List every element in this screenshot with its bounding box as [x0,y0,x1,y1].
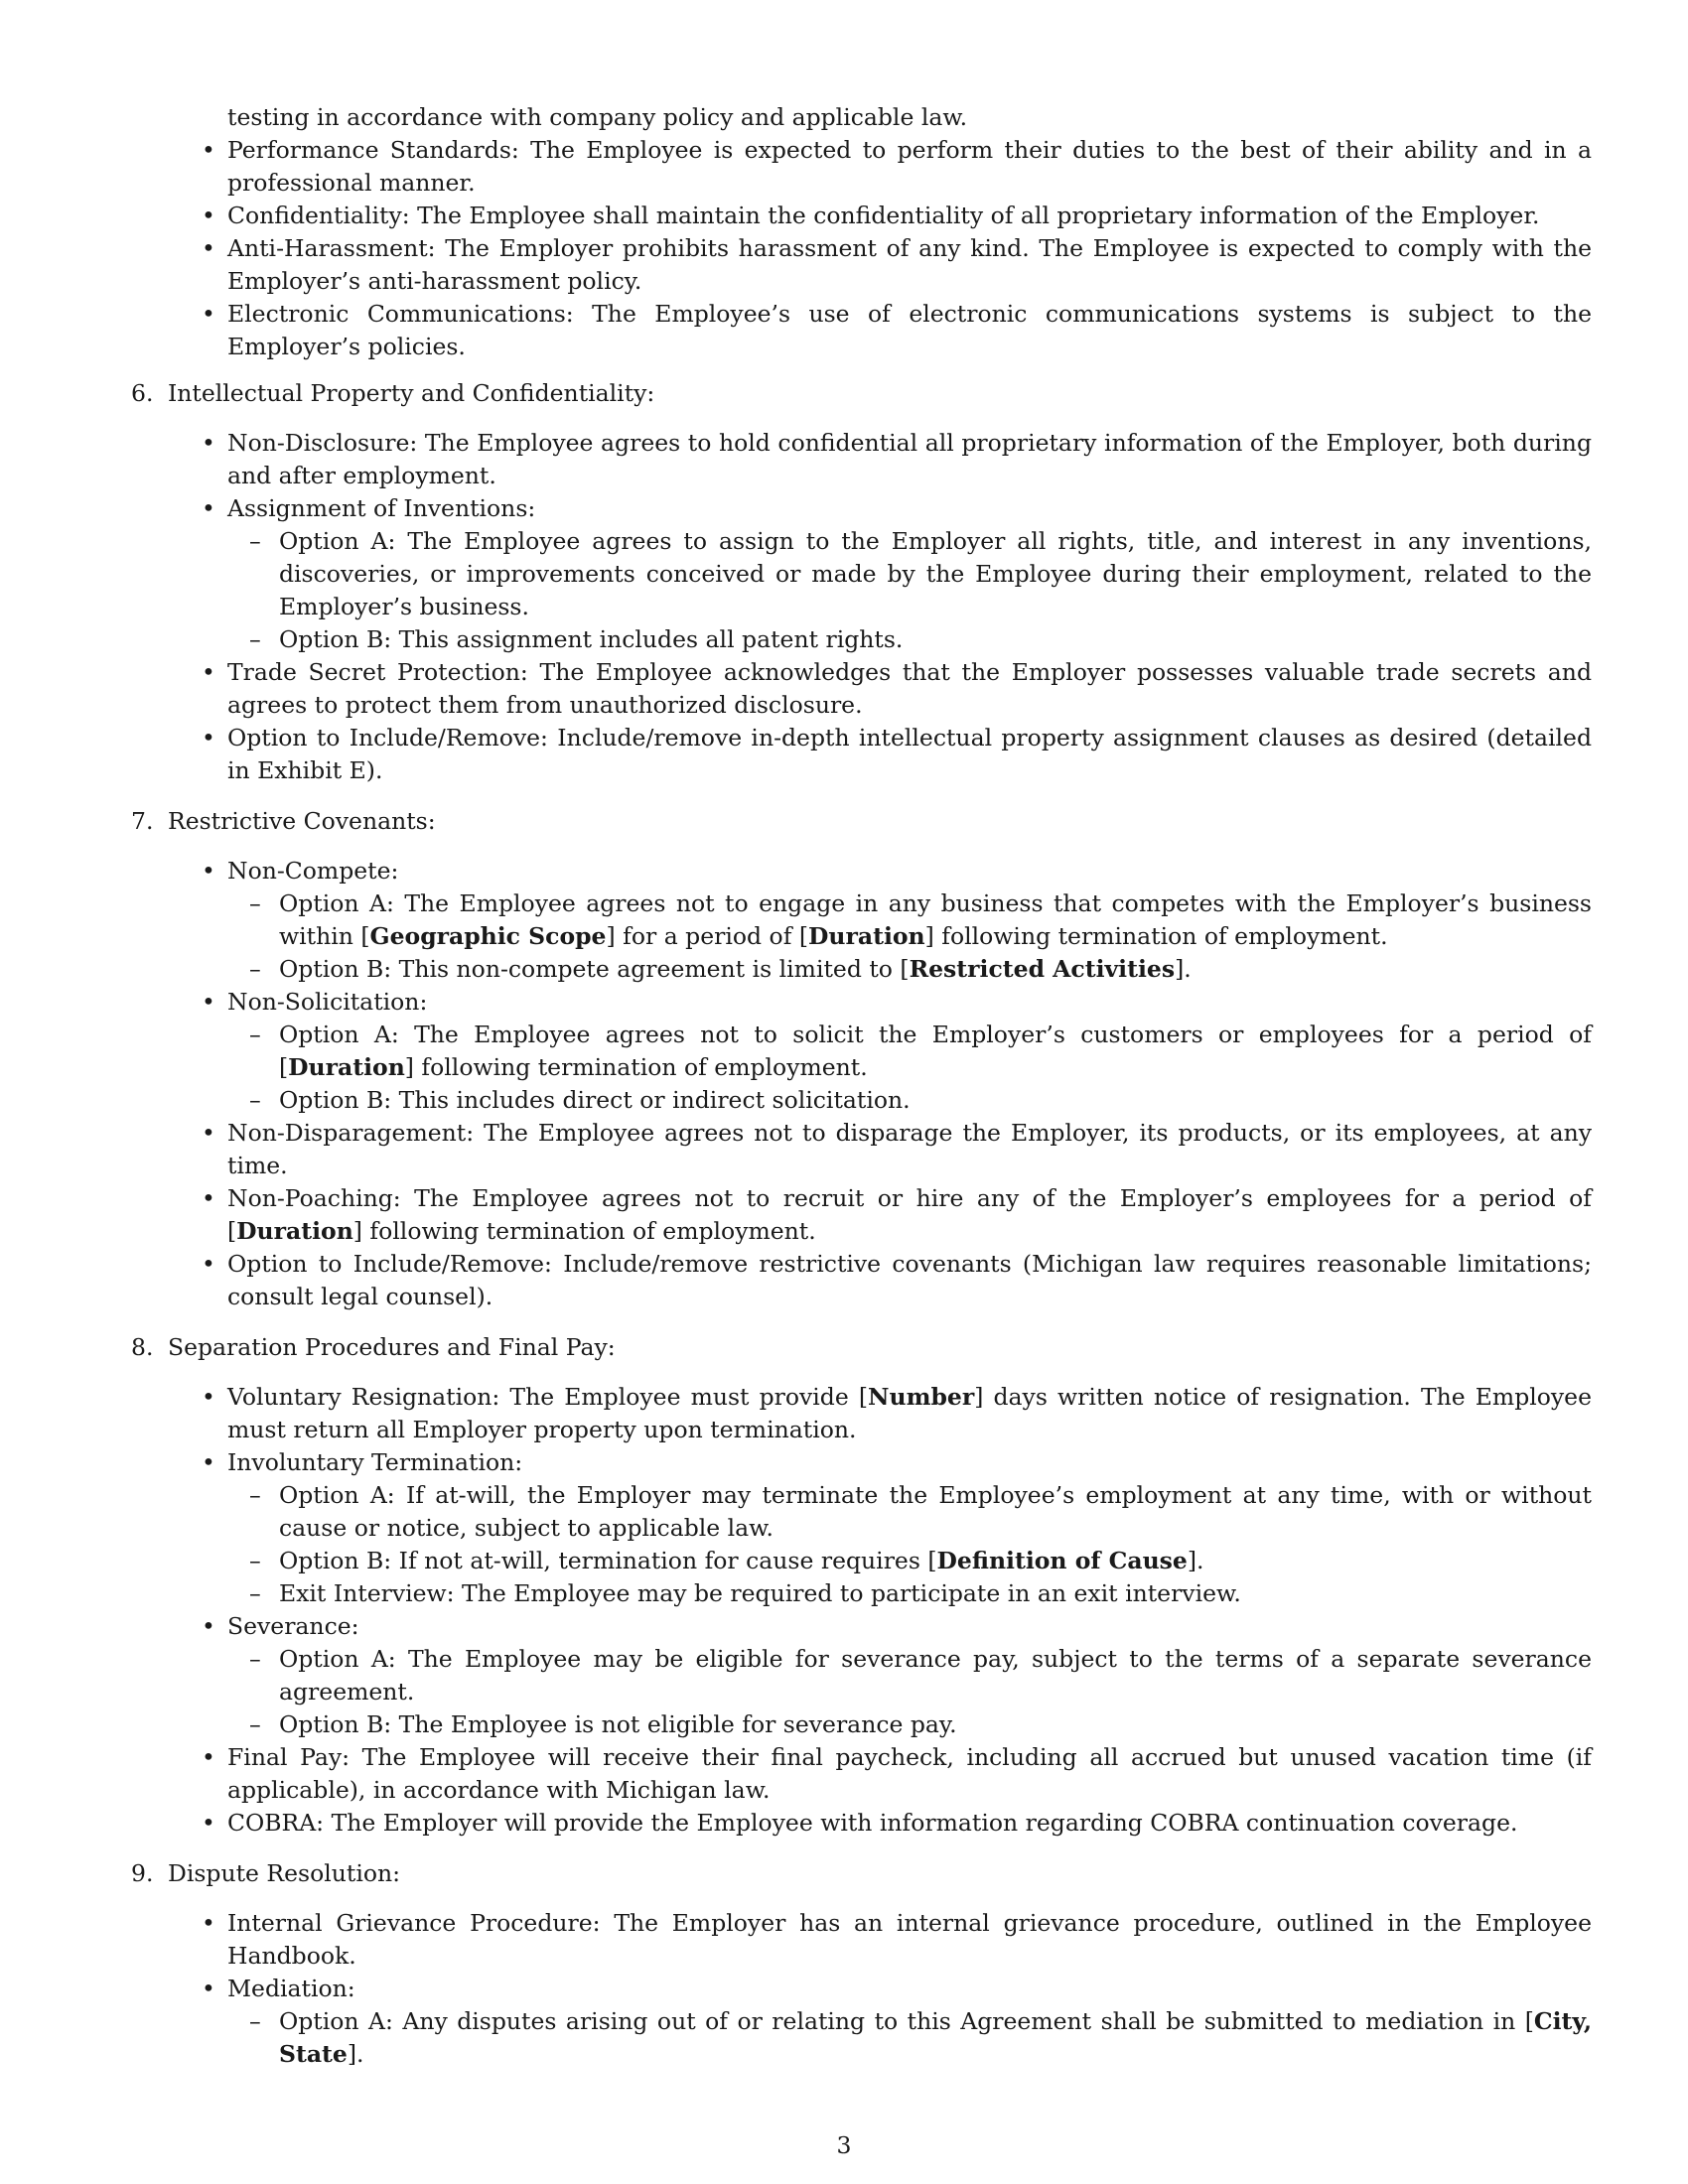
bullet-icon: • [202,724,215,751]
placeholder-field: Duration [236,1217,353,1245]
bullet-icon: • [202,1448,215,1476]
bullet-icon: • [202,429,215,457]
bullet-icon: • [202,136,215,164]
bullet-icon: • [202,1383,215,1411]
bullet-icon: • [202,234,215,262]
sub-list-item: – Option B: The Employee is not eligible for severance pay. [129,1708,1592,1741]
bullet-icon: • [202,658,215,686]
bullet-icon: • [202,494,215,522]
list-item: • Non-Poaching: The Employee agrees not to recruit or hire any of the Employer’s employees for a period of [Duration] following termination of employment. [202,1184,1592,1245]
bullet-icon: • [202,1250,215,1278]
list-item: • Confidentiality: The Employee shall maintain the confidentiality of all proprietary information of the Employer. [129,200,1592,232]
dash-icon: – [249,1579,261,1607]
dash-icon: – [249,527,261,555]
bullet-icon: • [202,1809,215,1837]
list-item: • Final Pay: The Employee will receive their final paycheck, including all accrued but unused vacation time (if applicable), in accordance with Michigan law. [202,1743,1592,1804]
bullet-icon: • [202,988,215,1016]
sub-list-item: – Option B: This includes direct or indirect solicitation. [129,1084,1592,1117]
placeholder-field: Duration [288,1053,405,1081]
list-item: • Non-Solicitation: [129,986,1592,1019]
dash-icon: – [249,1086,261,1114]
list-item: • Internal Grievance Procedure: The Employer has an internal grievance procedure, outlined in the Employee Handbook. [202,1909,1592,1970]
list-item: • COBRA: The Employer will provide the Employee with information regarding COBRA continuation coverage. [129,1807,1592,1840]
list-item: • Involuntary Termination: [129,1446,1592,1479]
dash-icon: – [249,1021,261,1048]
dash-icon: – [249,889,261,917]
list-item: • Non-Disclosure: The Employee agrees to hold confidential all proprietary information of the Employer, both during and after employment. [202,429,1592,489]
bullet-icon: • [202,1743,215,1771]
bullet-icon: • [202,1612,215,1640]
placeholder-field: Duration [808,922,925,950]
continuation-text: testing in accordance with company policy and applicable law. [227,103,968,131]
list-item: • Assignment of Inventions: [129,492,1592,525]
bullet-icon: • [202,202,215,229]
bullet-icon: • [202,300,215,328]
page-number: 3 [836,2131,852,2159]
list-item: • Mediation: [129,1973,1592,2005]
list-item: • Trade Secret Protection: The Employee acknowledges that the Employer possesses valuable trade secrets and agrees to protect them from unauthorized disclosure. [202,658,1592,719]
dash-icon: – [249,955,261,983]
sub-list-item: – Option A: The Employee agrees not to solicit the Employer’s customers or employees for a period of [Duration] following termination of employment. [249,1021,1592,1081]
list-item: • Electronic Communications: The Employee’s use of electronic communications systems is subject to the Employer’s policies. [202,300,1592,360]
list-item: • Option to Include/Remove: Include/remove in-depth intellectual property assignment clauses as desired (detailed in Exhibit E). [202,724,1592,784]
dash-icon: – [249,1547,261,1574]
sub-list-item: – Option A: Any disputes arising out of or relating to this Agreement shall be submitted to mediation in [City, State]. [249,2007,1592,2068]
placeholder-field: City, State [279,2007,1592,2068]
dash-icon: – [249,1645,261,1673]
section-heading-8: 8. Separation Procedures and Final Pay: [131,1333,616,1361]
bullet-icon: • [202,1975,215,2002]
dash-icon: – [249,2007,261,2035]
section-heading-9: 9. Dispute Resolution: [131,1859,401,1887]
bullet-icon: • [202,857,215,885]
list-item: • Non-Disparagement: The Employee agrees not to disparage the Employer, its products, or its employees, at any time. [202,1119,1592,1179]
document-body [129,101,1592,2071]
list-item: • Voluntary Resignation: The Employee must provide [Number] days written notice of resignation. The Employee must return all Employer property upon termination. [202,1383,1592,1443]
list-item: • Option to Include/Remove: Include/remove restrictive covenants (Michigan law requires reasonable limitations; consult legal counsel). [202,1250,1592,1310]
list-item: • Severance: [129,1610,1592,1643]
bullet-icon: • [202,1909,215,1937]
bullet-icon: • [202,1119,215,1147]
section-heading-7: 7. Restrictive Covenants: [131,807,436,835]
placeholder-field: Definition of Cause [936,1547,1188,1574]
dash-icon: – [249,625,261,653]
list-item: • Anti-Harassment: The Employer prohibits harassment of any kind. The Employee is expected to comply with the Employer’s anti-harassment policy. [202,234,1592,295]
sub-list-item: – Exit Interview: The Employee may be required to participate in an exit interview. [129,1577,1592,1610]
dash-icon: – [249,1481,261,1509]
sub-list-item: – Option A: The Employee agrees to assign to the Employer all rights, title, and interest in any inventions, discoveries, or improvements conceived or made by the Employee during their employment, related to the Employer’s business. [249,527,1592,620]
section-heading-6: 6. Intellectual Property and Confidentiality: [131,379,655,407]
sub-list-item: – Option A: If at-will, the Employer may terminate the Employee’s employment at any time, with or without cause or notice, subject to applicable law. [249,1481,1592,1542]
dash-icon: – [249,1710,261,1738]
list-item: • Performance Standards: The Employee is expected to perform their duties to the best of their ability and in a professional manner. [202,136,1592,197]
placeholder-field: Restricted Activities [909,955,1176,983]
placeholder-field: Geographic Scope [369,922,607,950]
sub-list-item: – Option A: The Employee agrees not to engage in any business that competes with the Employer’s business within [Geographic Scope] for a period of [Duration] following termination of employment. [249,889,1592,950]
sub-list-item: – Option B: If not at-will, termination for cause requires [Definition of Cause]. [129,1545,1592,1577]
sub-list-item: – Option B: This assignment includes all patent rights. [129,623,1592,656]
placeholder-field: Number [868,1383,975,1411]
list-item: • Non-Compete: [129,855,1592,887]
sub-list-item: – Option A: The Employee may be eligible for severance pay, subject to the terms of a separate severance agreement. [249,1645,1592,1706]
sub-list-item: – Option B: This non-compete agreement is limited to [Restricted Activities]. [129,953,1592,986]
bullet-icon: • [202,1184,215,1212]
